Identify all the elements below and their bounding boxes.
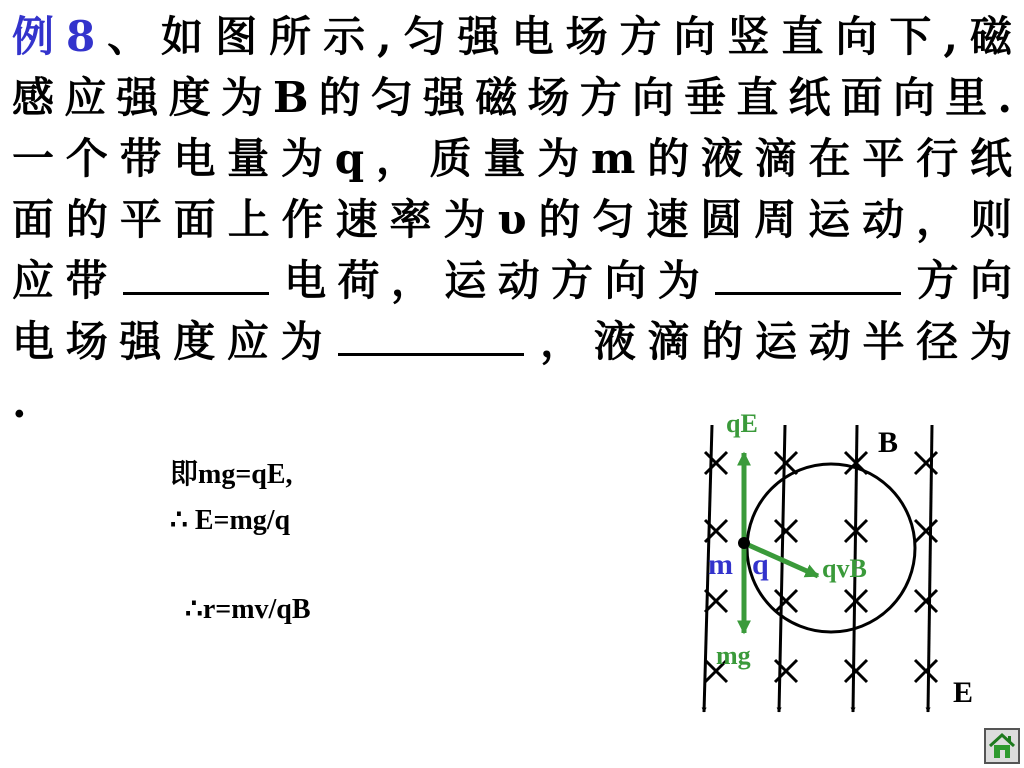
charge-label: q [752,548,769,581]
circular-path [747,464,915,632]
mass-label: m [708,548,733,581]
field-cross [915,590,937,612]
problem-line-4: 面的平面上作速率为υ的匀速圆周运动，则 [12,195,1012,244]
line-5-part-b: 电荷，运动方向为 [272,256,712,305]
problem-line-2: 感应强度为B的匀强磁场方向垂直纸面向里. [12,73,1012,122]
solution-line-1: 即mg=qE, [170,459,293,490]
home-icon [986,730,1018,762]
solution-line-2: ∴ E=mg/q [170,505,291,536]
line-5-part-c: 方向 [905,256,1012,305]
E-label: E [953,676,974,709]
mg-label: mg [716,641,751,670]
home-button[interactable] [984,728,1020,764]
field-cross [705,452,727,474]
field-cross [915,520,937,542]
field-cross [775,590,797,612]
charged-droplet [738,537,750,549]
qE-label: qE [726,409,758,438]
qvB-label: qvB [822,554,867,583]
field-cross [775,660,797,682]
line-5-part-a: 应带 [12,256,119,305]
problem-text-1: 、如图所示,匀强电场方向竖直向下,磁 [95,12,1012,61]
example-label: 例8 [12,12,96,61]
field-cross [845,660,867,682]
line-6-part-b: ，液滴的运动半径为 [528,317,1012,366]
line-6-part-a: 电场强度应为 [12,317,335,366]
field-cross [775,452,797,474]
problem-line-3: 一个带电量为q，质量为m的液滴在平行纸 [12,134,1012,183]
B-label: B [878,426,899,459]
field-cross [915,660,937,682]
field-cross [915,452,937,474]
field-cross [775,520,797,542]
problem-line-7: . [12,378,27,427]
solution-line-3: ∴r=mv/qB [185,594,311,625]
